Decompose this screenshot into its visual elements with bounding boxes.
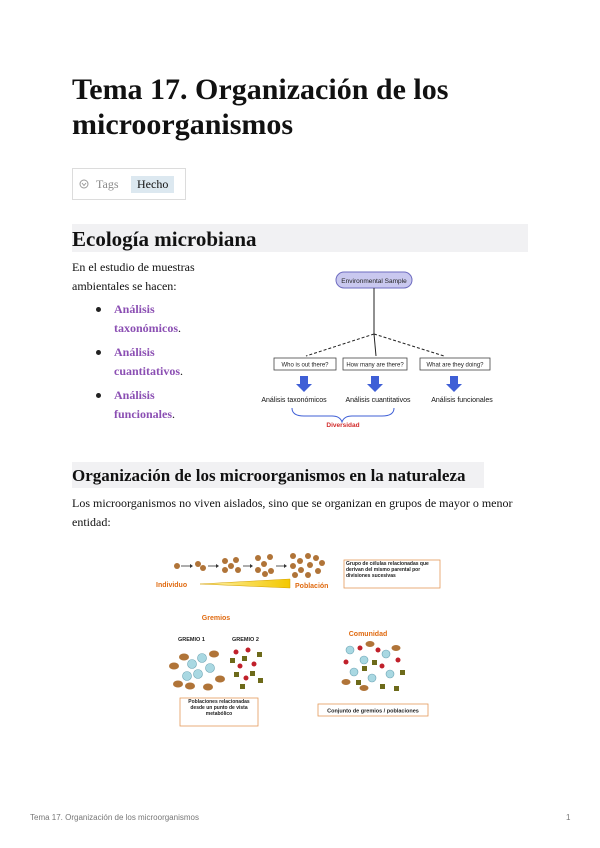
gremio1-label: GREMIO 1 <box>178 637 205 643</box>
analysis-label: Análisis cuantitativos <box>345 397 411 404</box>
gremio2-label: GREMIO 2 <box>232 637 259 643</box>
list-item <box>92 343 212 381</box>
footer-page-number: 1 <box>566 813 571 822</box>
tags-label: Tags <box>96 177 119 191</box>
list-item-term: Análisis funcionales <box>114 388 173 421</box>
sample-analysis-diagram <box>248 266 504 434</box>
diversity-brace <box>292 408 394 422</box>
analysis-label: Análisis taxonómicos <box>261 397 327 404</box>
individuo-label: Individuo <box>156 582 188 589</box>
section-heading-ecologia: Ecología microbiana <box>72 224 528 252</box>
question-label: What are they doing? <box>426 362 484 369</box>
analysis-label: Análisis funcionales <box>431 397 493 404</box>
question-label: How many are there? <box>346 362 404 369</box>
tag-icon <box>79 179 89 189</box>
poblacion-note: Grupo de células relacionadas que derivan del mismo parental por divisiones sucesivas <box>346 561 429 579</box>
organization-paragraph: Los microorganismos no viven aislados, sino que se organizan en grupos de mayor o menor entidad: <box>72 496 513 529</box>
tag-hecho[interactable]: Hecho <box>131 176 174 193</box>
analysis-list <box>92 300 212 429</box>
organization-levels-diagram <box>150 546 450 736</box>
bullet-dot <box>96 393 101 398</box>
question-label: Who is out there? <box>281 362 329 369</box>
gremios-label: Gremios <box>201 615 231 622</box>
comunidad-label: Comunidad <box>348 631 388 638</box>
footer-doc-title: Tema 17. Organización de los microorganismos <box>30 813 199 822</box>
poblacion-label: Población <box>295 583 329 590</box>
list-item-suffix: . <box>178 321 181 335</box>
down-arrow <box>296 376 312 392</box>
list-item-term: Análisis taxonómicos <box>114 302 178 335</box>
intro-paragraph: En el estudio de muestras ambientales se hacen: <box>72 260 195 293</box>
sample-box-label: Environmental Sample <box>341 278 407 285</box>
population-wedge <box>200 579 290 588</box>
down-arrow <box>446 376 462 392</box>
section-heading-organizacion: Organización de los microorganismos en la naturaleza <box>72 462 484 488</box>
properties-block <box>72 168 186 200</box>
list-item <box>92 300 212 338</box>
diversity-label: Diversidad <box>326 422 360 429</box>
page-title: Tema 17. Organización de los microorganismos <box>72 73 449 141</box>
list-item-term: Análisis cuantitativos <box>114 345 180 378</box>
bullet-dot <box>96 350 101 355</box>
bullet-dot <box>96 307 101 312</box>
list-item-suffix: . <box>172 407 176 421</box>
gremios-note: Poblaciones relacionadas desde un punto de vista metabólico <box>188 699 250 717</box>
list-item <box>92 386 212 424</box>
comunidad-note: Conjunto de gremios / poblaciones <box>327 708 419 715</box>
down-arrow <box>367 376 383 392</box>
list-item-suffix: . <box>180 364 183 378</box>
